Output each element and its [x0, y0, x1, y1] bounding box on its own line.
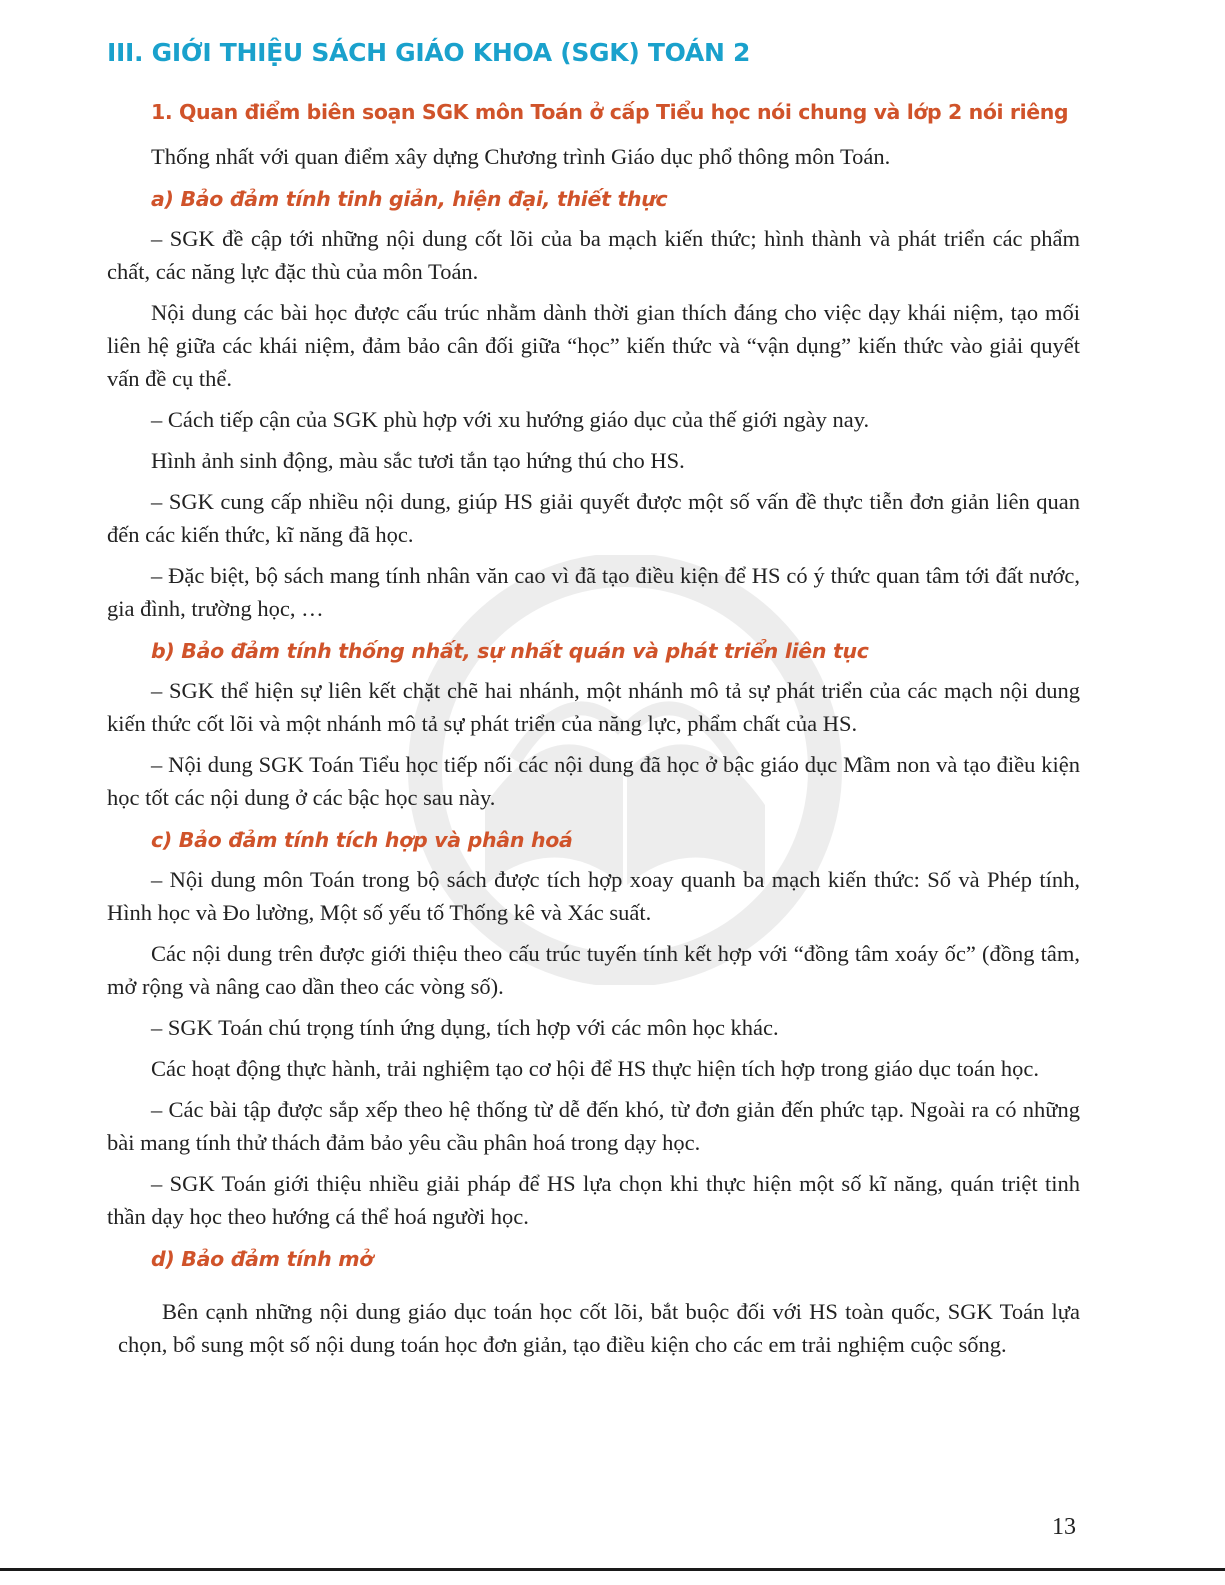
part-c-paragraph: – SGK Toán chú trọng tính ứng dụng, tích hợp với các môn học khác.	[151, 1015, 779, 1040]
part-a-paragraph: – SGK đề cập tới những nội dung cốt lõi của ba mạch kiến thức; hình thành và phát triển các phẩm chất, các năng lực đặc thù của môn Toán.	[107, 226, 1080, 284]
part-a-paragraph: Nội dung các bài học được cấu trúc nhằm dành thời gian thích đáng cho việc dạy khái niệm, tạo mối liên hệ giữa các khái niệm, đảm bảo cân đối giữa “học” kiến thức và “vận dụng” kiến thức vào giải quyết vấn đề cụ thể.	[107, 300, 1080, 391]
part-c-paragraph: Các hoạt động thực hành, trải nghiệm tạo cơ hội để HS thực hiện tích hợp trong giáo dục toán học.	[151, 1056, 1039, 1081]
part-d-title: d) Bảo đảm tính mở	[151, 1247, 374, 1271]
part-d-paragraph: Bên cạnh những nội dung giáo dục toán học cốt lõi, bắt buộc đối với HS toàn quốc, SGK Toán lựa chọn, bổ sung một số nội dung toán học đơn giản, tạo điều kiện cho các em trải nghiệm cuộc sống.	[118, 1299, 1080, 1357]
part-c-paragraph: – Các bài tập được sắp xếp theo hệ thống từ dễ đến khó, từ đơn giản đến phức tạp. Ngoài ra có những bài mang tính thử thách đảm bảo yêu cầu phân hoá trong dạy học.	[107, 1097, 1080, 1155]
part-a-paragraph: – Cách tiếp cận của SGK phù hợp với xu hướng giáo dục của thế giới ngày nay.	[151, 407, 870, 432]
part-c-paragraph: Các nội dung trên được giới thiệu theo cấu trúc tuyến tính kết hợp với “đồng tâm xoáy ốc” (đồng tâm, mở rộng và nâng cao dần theo các vòng số).	[107, 941, 1080, 999]
part-a-paragraph: – SGK cung cấp nhiều nội dung, giúp HS giải quyết được một số vấn đề thực tiễn đơn giản liên quan đến các kiến thức, kĩ năng đã học.	[107, 489, 1080, 547]
part-b-title: b) Bảo đảm tính thống nhất, sự nhất quán và phát triển liên tục	[151, 639, 869, 663]
intro-paragraph: Thống nhất với quan điểm xây dựng Chương trình Giáo dục phổ thông môn Toán.	[151, 144, 891, 169]
part-c-title: c) Bảo đảm tính tích hợp và phân hoá	[151, 828, 573, 852]
part-a-paragraph: – Đặc biệt, bộ sách mang tính nhân văn cao vì đã tạo điều kiện để HS có ý thức quan tâm tới đất nước, gia đình, trường học, …	[107, 563, 1080, 621]
part-a-paragraph: Hình ảnh sinh động, màu sắc tươi tắn tạo hứng thú cho HS.	[151, 448, 685, 473]
part-c-paragraph: – Nội dung môn Toán trong bộ sách được tích hợp xoay quanh ba mạch kiến thức: Số và Phép tính, Hình học và Đo lường, Một số yếu tố Thống kê và Xác suất.	[107, 867, 1080, 925]
subsection-title: 1. Quan điểm biên soạn SGK môn Toán ở cấp Tiểu học nói chung và lớp 2 nói riêng	[151, 100, 1069, 124]
bottom-rule	[0, 1568, 1225, 1571]
part-b-paragraph: – Nội dung SGK Toán Tiểu học tiếp nối các nội dung đã học ở bậc giáo dục Mầm non và tạo điều kiện học tốt các nội dung ở các bậc học sau này.	[107, 752, 1080, 810]
section-title: III. GIỚI THIỆU SÁCH GIÁO KHOA (SGK) TOÁN 2	[107, 38, 751, 67]
part-b-paragraph: – SGK thể hiện sự liên kết chặt chẽ hai nhánh, một nhánh mô tả sự phát triển của các mạch nội dung kiến thức cốt lõi và một nhánh mô tả sự phát triển của năng lực, phẩm chất của HS.	[107, 678, 1080, 736]
part-c-paragraph: – SGK Toán giới thiệu nhiều giải pháp để HS lựa chọn khi thực hiện một số kĩ năng, quán triệt tinh thần dạy học theo hướng cá thể hoá người học.	[107, 1171, 1080, 1229]
page-number: 13	[1052, 1514, 1076, 1540]
main-content	[107, 94, 1080, 1369]
part-a-title: a) Bảo đảm tính tinh giản, hiện đại, thiết thực	[151, 187, 668, 211]
